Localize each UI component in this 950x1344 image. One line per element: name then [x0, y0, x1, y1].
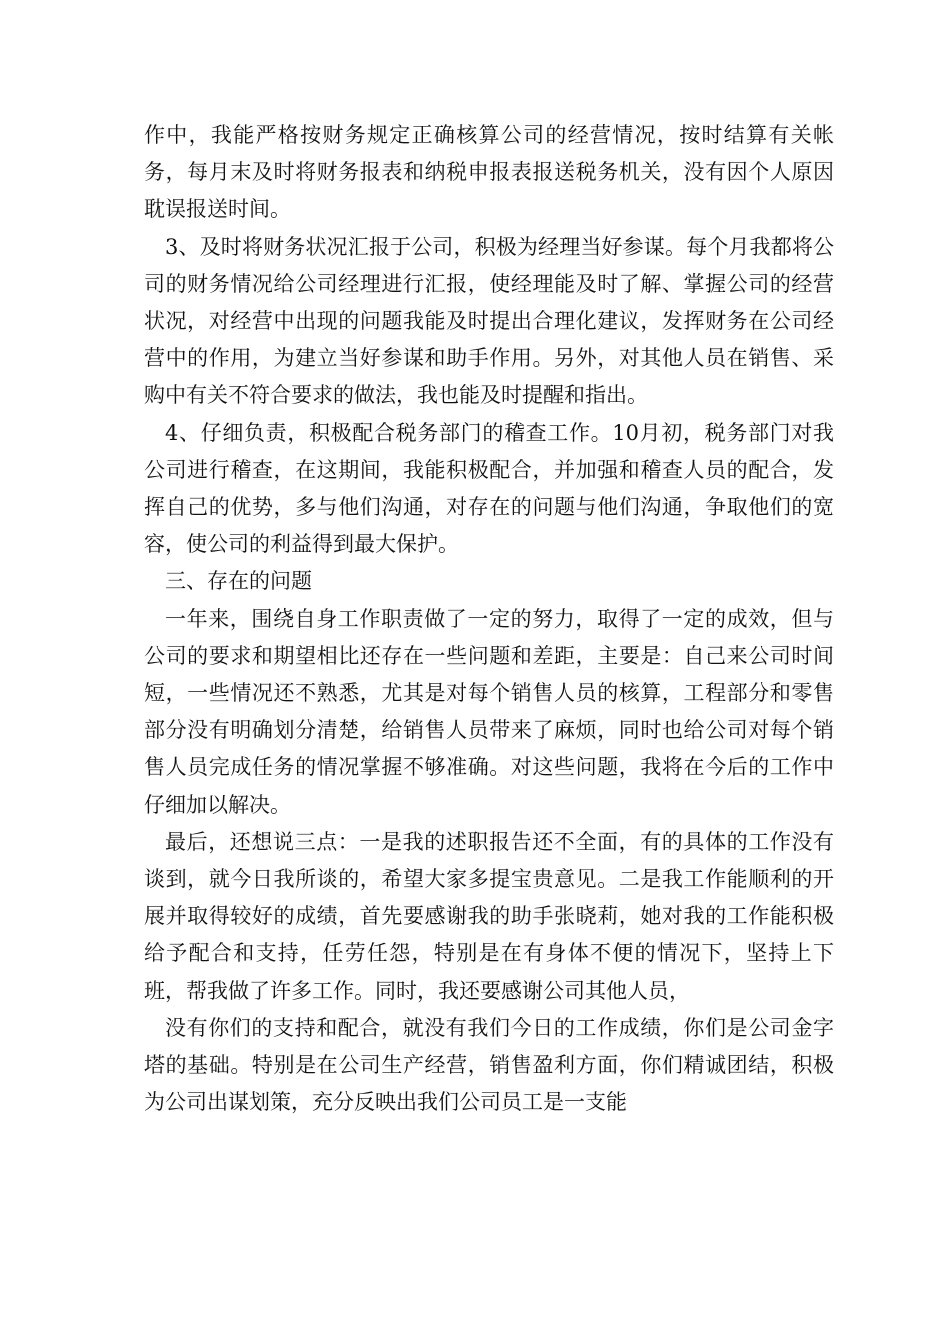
paragraph-thanks: 没有你们的支持和配合，就没有我们今日的工作成绩，你们是公司金字塔的基础。特别是在公司生产经营，销售盈利方面，你们精诚团结，积极为公司出谋划策，充分反映出我们公司员工是一支能: [144, 1015, 834, 1115]
document-body: [144, 117, 834, 1121]
paragraph-continuation: 作中，我能严格按财务规定正确核算公司的经营情况，按时结算有关帐务，每月末及时将财务报表和纳税申报表报送税务机关，没有因个人原因耽误报送时间。: [144, 123, 834, 222]
section-heading-problems: 三、存在的问题: [165, 569, 312, 594]
paragraph-item-3: 3、及时将财务状况汇报于公司，积极为经理当好参谋。每个月我都将公司的财务情况给公司经理进行汇报，使经理能及时了解、掌握公司的经营状况，对经营中出现的问题我能及时提出合理化建议，发挥财务在公司经营中的作用，为建立当好参谋和助手作用。另外，对其他人员在销售、采购中有关不符合要求的做法，我也能及时提醒和指出。: [144, 234, 834, 408]
paragraph-problems: 一年来，围绕自身工作职责做了一定的努力，取得了一定的成效，但与公司的要求和期望相比还存在一些问题和差距，主要是：自己来公司时间短，一些情况还不熟悉，尤其是对每个销售人员的核算，工程部分和零售部分没有明确划分清楚，给销售人员带来了麻烦，同时也给公司对每个销售人员完成任务的情况掌握不够准确。对这些问题，我将在今后的工作中仔细加以解决。: [144, 606, 834, 817]
paragraph-item-4: 4、仔细负责，积极配合税务部门的稽查工作。10月初，税务部门对我公司进行稽查，在这期间，我能积极配合，并加强和稽查人员的配合，发挥自己的优势，多与他们沟通，对存在的问题与他们沟通，争取他们的宽容，使公司的利益得到最大保护。: [144, 420, 834, 557]
paragraph-closing: 最后，还想说三点：一是我的述职报告还不全面，有的具体的工作没有谈到，就今日我所谈的，希望大家多提宝贵意见。二是我工作能顺利的开展并取得较好的成绩，首先要感谢我的助手张晓莉，她对我的工作能积极给予配合和支持，任劳任怨，特别是在有身体不便的情况下，坚持上下班，帮我做了许多工作。同时，我还要感谢公司其他人员，: [144, 829, 834, 1003]
